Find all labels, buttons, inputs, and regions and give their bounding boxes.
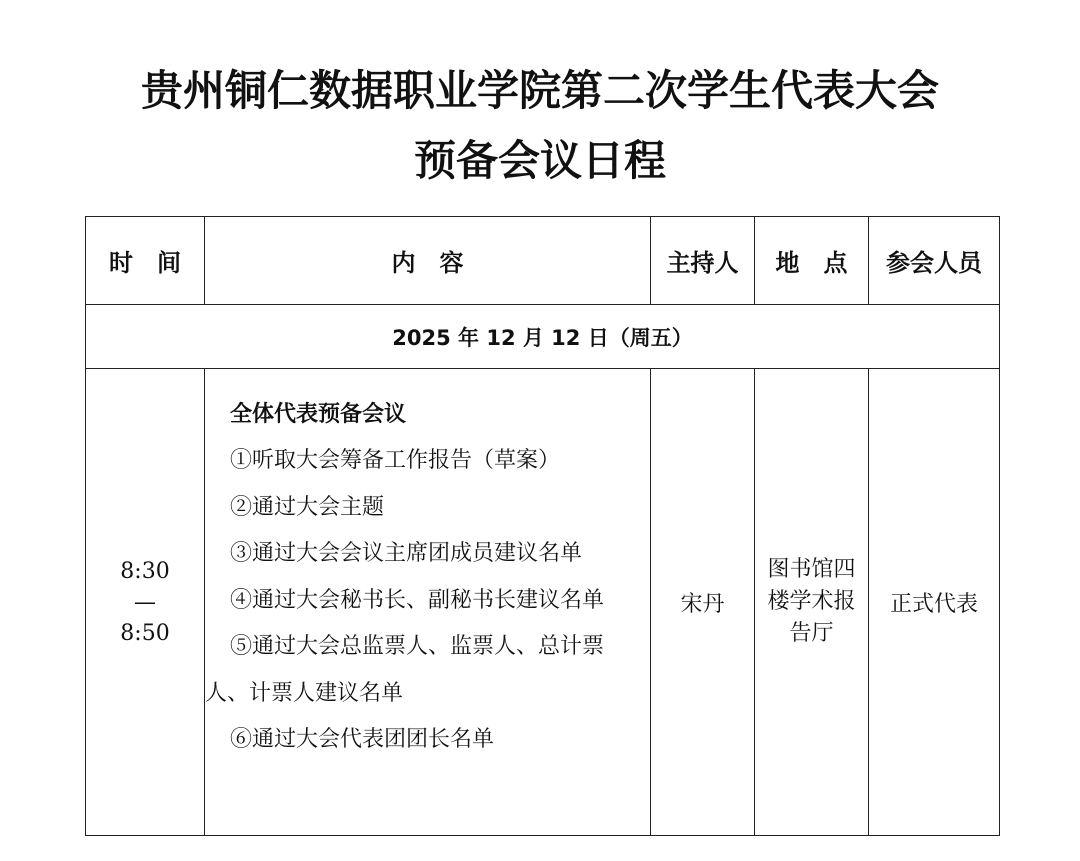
agenda-item: ④通过大会秘书长、副秘书长建议名单 [230,587,605,613]
header-attendees: 参会人员 [869,217,1000,305]
host-cell: 宋丹 [651,369,755,836]
agenda-item: ①听取大会筹备工作报告（草案） [230,448,561,473]
time-end: 8:50 [120,620,170,646]
date-row [86,305,1000,369]
header-row [86,217,1000,305]
attendees-cell: 正式代表 [869,369,1000,836]
header-content: 内 容 [205,217,651,305]
content-cell [205,369,651,836]
agenda-item-continued: 人、计票人建议名单 [205,680,404,706]
agenda-item: ②通过大会主题 [230,494,385,520]
header-location: 地 点 [755,217,869,305]
schedule-table [85,216,1000,836]
header-host: 主持人 [651,217,755,305]
agenda-item: ⑤通过大会总监票人、监票人、总计票 [230,634,605,659]
document-title: 贵州铜仁数据职业学院第二次学生代表大会 [140,66,939,115]
agenda-item: ⑥通过大会代表团团长名单 [230,727,495,752]
date-cell: 2025 年 12 月 12 日（周五） [86,305,1000,369]
location-cell: 图书馆四楼学术报告厅 [755,369,869,836]
time-cell [86,369,205,836]
document-subtitle: 预备会议日程 [413,136,666,185]
agenda-item: ③通过大会会议主席团成员建议名单 [230,541,583,566]
time-start: 8:30 [120,558,170,584]
content-heading: 全体代表预备会议 [230,402,407,427]
header-time: 时 间 [86,217,205,305]
time-separator: — [134,589,156,615]
table-row [86,369,1000,836]
